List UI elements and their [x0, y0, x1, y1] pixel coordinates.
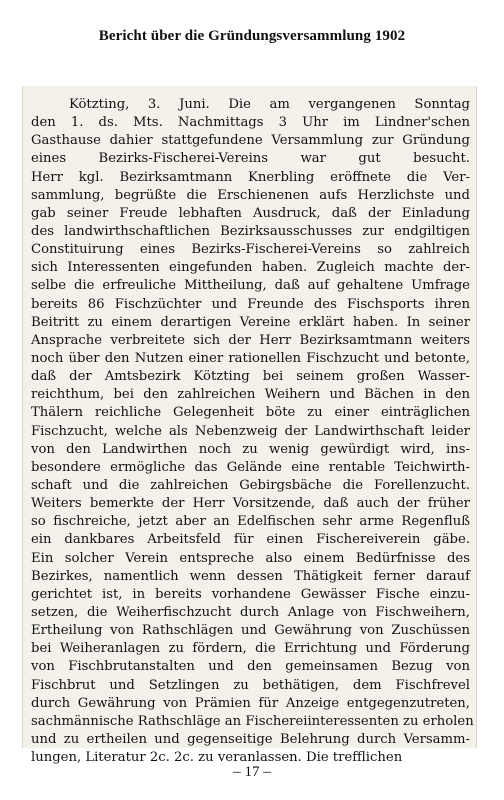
text-line: Herr kgl. Bezirksamtmann Knerbling eröffnete die Ver- — [31, 169, 470, 185]
page-title: Bericht über die Gründungsversammlung 1902 — [98, 28, 406, 44]
page-number: – 17 – — [233, 764, 271, 780]
text-line: Thälern reichliche Gelegenheit böte zu einer einträglichen — [31, 405, 470, 421]
text-line: des landwirthschaftlichen Bezirksausschusses zur endgiltigen — [31, 223, 470, 239]
text-line: besondere ermögliche das Gelände eine rentable Teichwirth- — [31, 459, 470, 475]
text-line: so fischreiche, jetzt aber an Edelfischen sehr arme Regenfluß — [31, 514, 470, 530]
text-line: Kötzting, 3. Juni. Die am vergangenen Sonntag — [69, 97, 470, 112]
text-line: Fischzucht, welche als Nebenzweig der Landwirthschaft leider — [31, 423, 470, 439]
text-line: und zu ertheilen und gegenseitige Belehrung durch Versamm- — [31, 731, 470, 747]
text-line: eines Bezirks-Fischerei-Vereins war gut besucht. — [31, 151, 470, 167]
text-line: von den Landwirthen noch zu wenig gewürdigt wird, ins- — [31, 441, 470, 457]
text-line: durch Gewährung von Prämien für Anzeige entgegenzutreten, — [31, 695, 470, 711]
text-line: selbe die erfreuliche Mittheilung, daß auf gehaltene Umfrage — [31, 278, 470, 294]
text-line: Bezirkes, namentlich wenn dessen Thätigkeit ferner darauf — [31, 568, 470, 584]
text-line: gab seiner Freude lebhaften Ausdruck, daß der Einladung — [31, 205, 470, 221]
text-line: bereits 86 Fischzüchter und Freunde des Fischsports ihren — [31, 296, 470, 312]
text-line: bei Weiheranlagen zu fördern, die Errichtung und Förderung — [31, 641, 470, 657]
text-line: daß der Amtsbezirk Kötzting bei seinem großen Wasser- — [31, 369, 470, 385]
text-line: sammlung, begrüßte die Erschienenen aufs Herzlichste und — [31, 187, 470, 203]
text-line: noch über den Nutzen einer rationellen Fischzucht und betonte, — [31, 350, 470, 366]
text-line: von Fischbrutanstalten und den gemeinsamen Bezug von — [31, 659, 470, 675]
newspaper-clipping — [22, 86, 477, 766]
text-line: ein dankbares Arbeitsfeld für einen Fischereiverein gäbe. — [31, 532, 470, 548]
text-line: den 1. ds. Mts. Nachmittags 3 Uhr im Lindner'schen — [31, 115, 470, 131]
text-line: Fischbrut und Setzlingen zu bethätigen, dem Fischfrevel — [31, 677, 470, 693]
text-line: lungen, Literatur 2c. 2c. zu veranlassen. Die trefflichen — [31, 750, 403, 766]
text-line: Ein solcher Verein entspreche also einem Bedürfnisse des — [31, 550, 470, 566]
text-line: Weiters bemerkte der Herr Vorsitzende, daß auch der früher — [31, 496, 470, 512]
text-line: Gasthause dahier stattgefundene Versammlung zur Gründung — [31, 133, 470, 149]
text-line: sich Interessenten eingefunden haben. Zugleich machte der- — [31, 260, 470, 276]
text-line: Ansprache verbreitete sich der Herr Bezirksamtmann weiters — [31, 332, 470, 348]
text-line: setzen, die Weiherfischzucht durch Anlage von Fischweihern, — [31, 604, 470, 620]
text-line: Ertheilung von Rathschlägen und Gewährung von Zuschüssen — [31, 623, 470, 639]
text-line: reichthum, bei den zahlreichen Weihern und Bächen in den — [31, 387, 470, 403]
text-line: schaft und die zahlreichen Gebirgsbäche die Forellenzucht. — [31, 477, 470, 493]
text-line: gerichtet ist, in bereits vorhandene Gewässer Fische einzu- — [31, 586, 470, 602]
text-line: sachmännische Rathschläge an Fischereiinteressenten zu erholen — [31, 713, 474, 729]
text-line: Constituirung eines Bezirks-Fischerei-Vereins so zahlreich — [31, 242, 470, 258]
text-line: Beitritt zu einem derartigen Vereine erklärt haben. In seiner — [31, 314, 470, 330]
